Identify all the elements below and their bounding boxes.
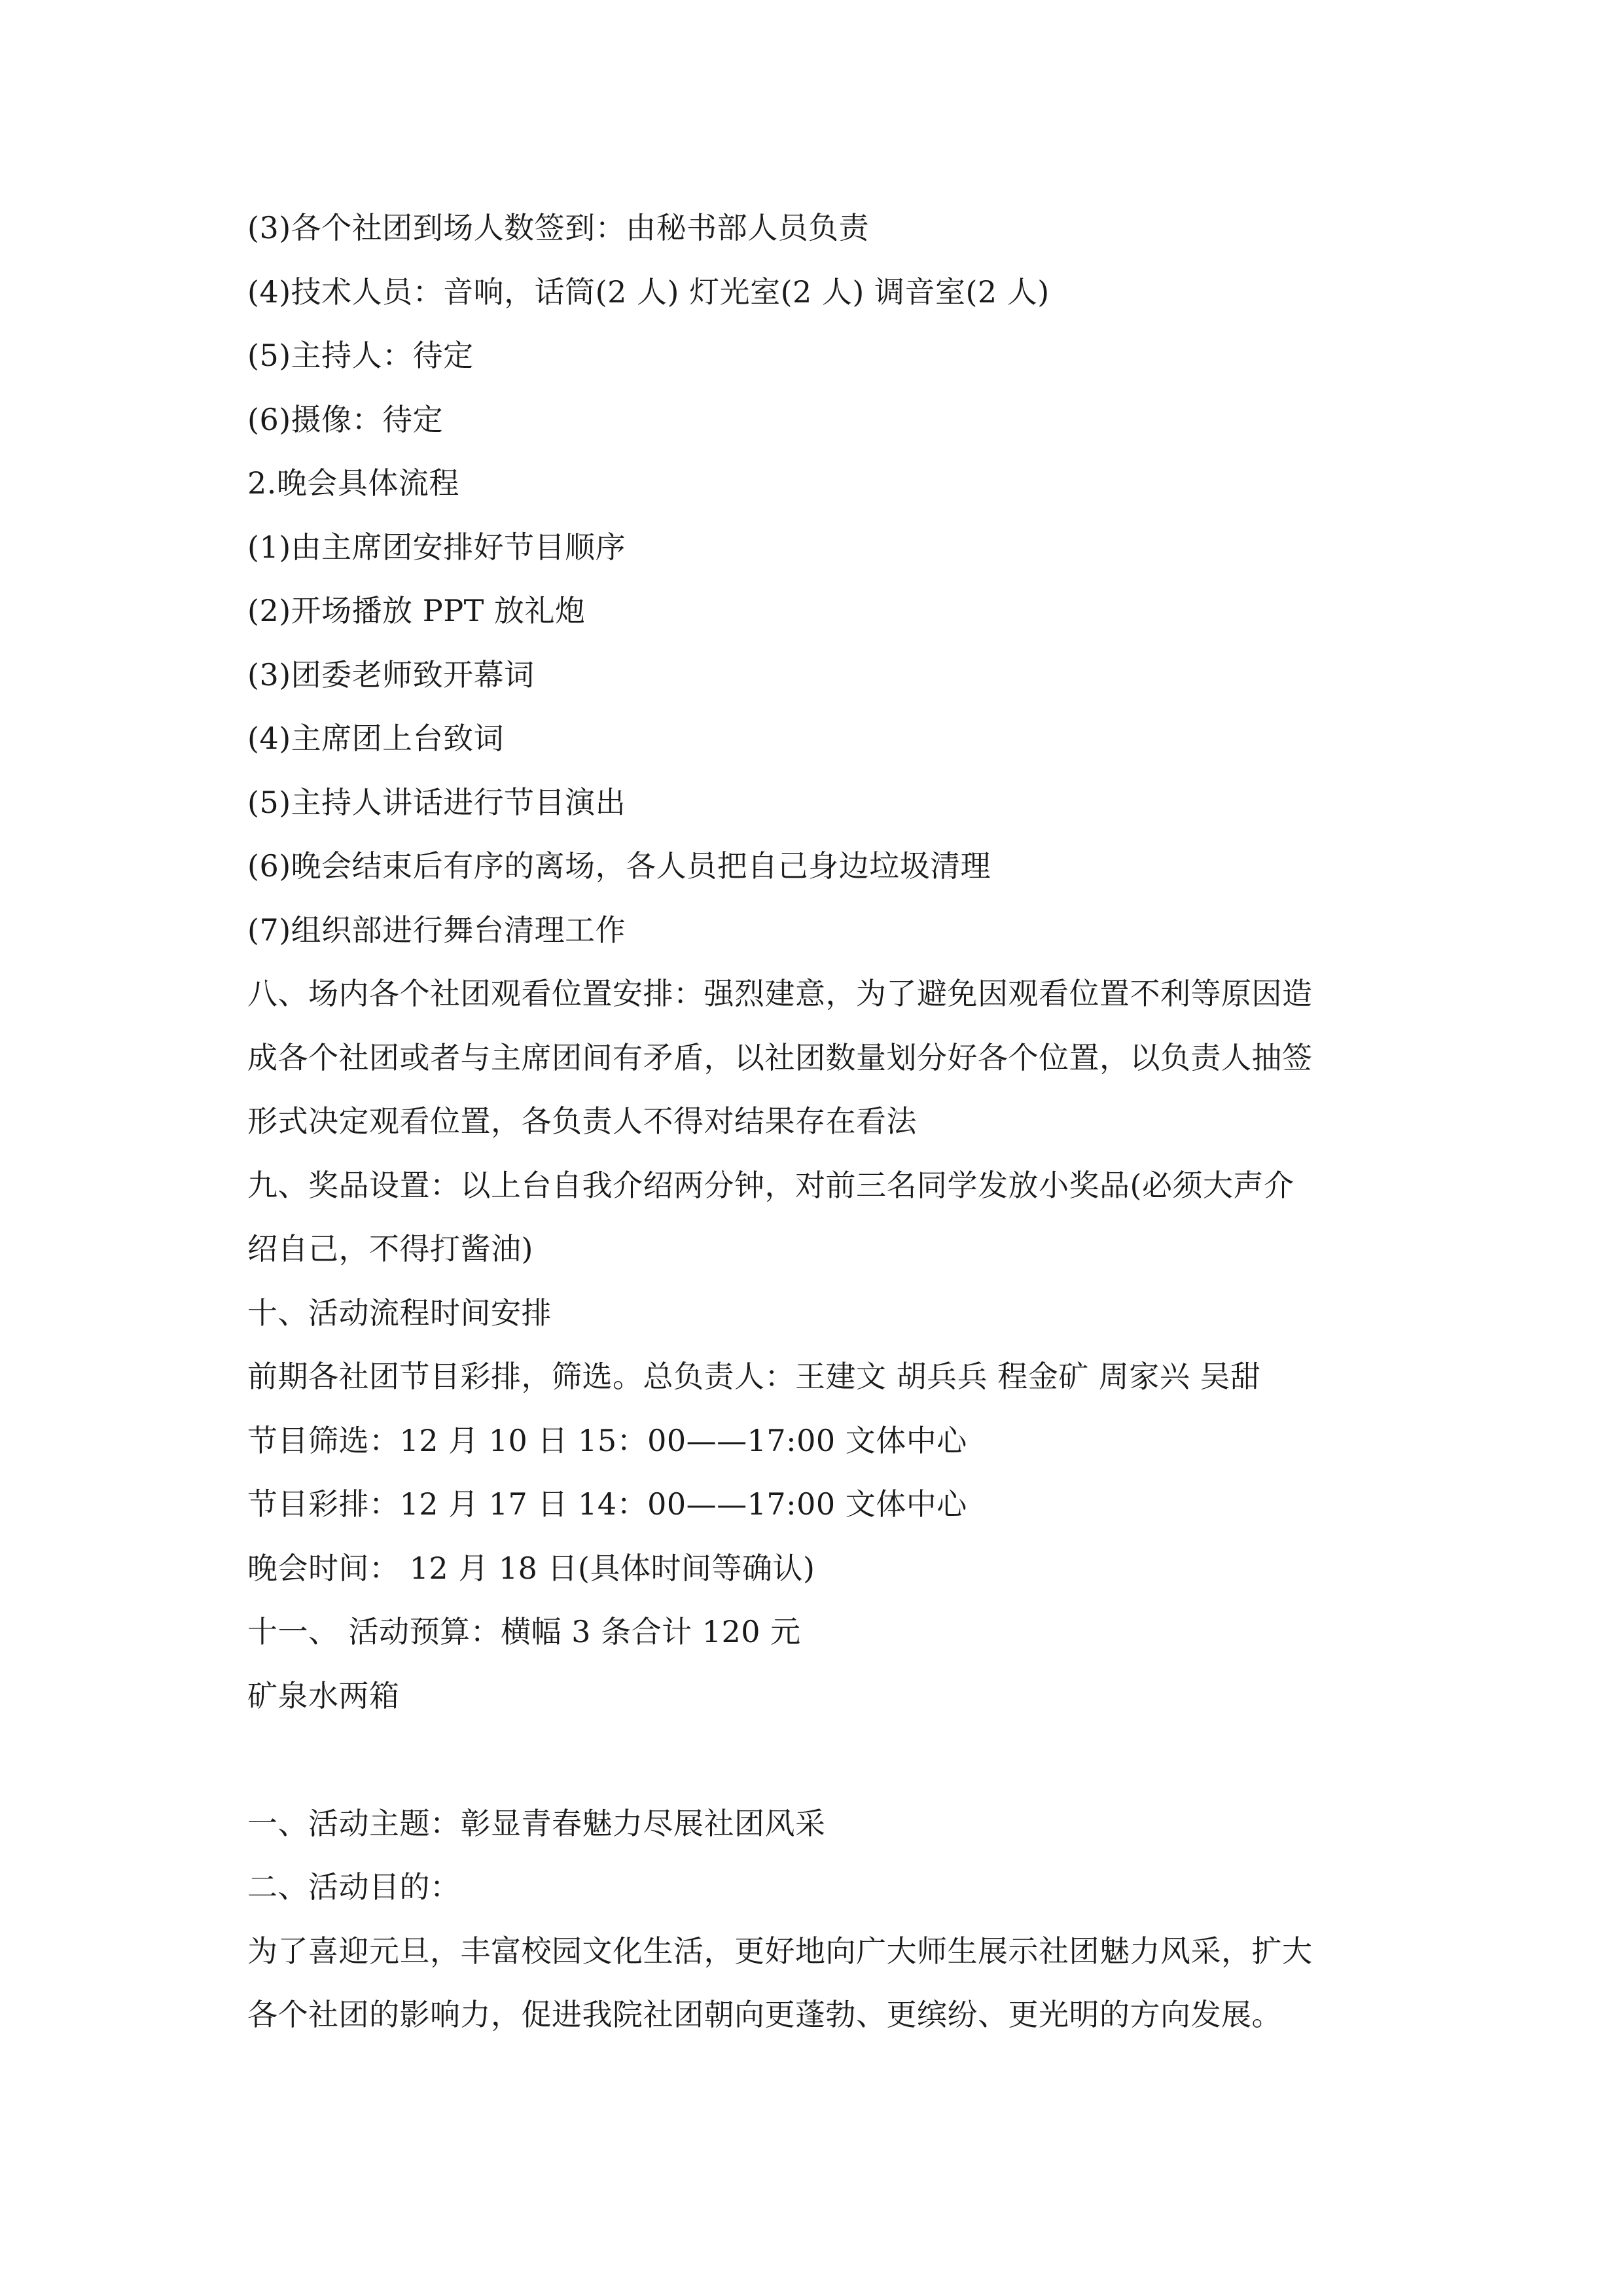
section-heading: 二、活动目的：: [247, 1869, 461, 1905]
text-line: (5)主持人讲话进行节目演出: [247, 784, 626, 820]
text-line: (2)开场播放 PPT 放礼炮: [247, 593, 586, 628]
text-line: 成各个社团或者与主席团间有矛盾，以社团数量划分好各个位置，以负责人抽签: [247, 1039, 1313, 1075]
section-heading: 八、场内各个社团观看位置安排：强烈建意，为了避免因观看位置不利等原因造: [247, 976, 1313, 1011]
text-line: (6)晚会结束后有序的离场，各人员把自己身边垃圾清理: [247, 848, 991, 884]
text-line: (3)团委老师致开幕词: [247, 656, 535, 692]
schedule-line: 节目彩排：12 月 17 日 14：00——17:00 文体中心: [247, 1486, 967, 1522]
section-heading: 十、活动流程时间安排: [247, 1295, 552, 1331]
text-line: (1)由主席团安排好节目顺序: [247, 529, 626, 565]
paragraph-gap: [247, 1728, 1399, 1792]
text-line: 前期各社团节目彩排，筛选。总负责人：王建文 胡兵兵 程金矿 周家兴 吴甜: [247, 1359, 1261, 1394]
text-line: 形式决定观看位置，各负责人不得对结果存在看法: [247, 1103, 917, 1139]
section-heading: 一、活动主题：彰显青春魅力尽展社团风采: [247, 1805, 826, 1841]
text-line: 绍自己，不得打酱油): [247, 1231, 533, 1266]
text-line: 为了喜迎元旦，丰富校园文化生活，更好地向广大师生展示社团魅力风采，扩大: [247, 1933, 1313, 1969]
section-heading: 2.晚会具体流程: [247, 465, 459, 501]
text-line: (3)各个社团到场人数签到：由秘书部人员负责: [247, 210, 870, 245]
text-line: 各个社团的影响力，促进我院社团朝向更蓬勃、更缤纷、更光明的方向发展。: [247, 1997, 1282, 2032]
text-line: (6)摄像：待定: [247, 401, 444, 437]
section-heading: 十一、 活动预算：横幅 3 条合计 120 元: [247, 1614, 801, 1649]
text-line: 矿泉水两箱: [247, 1677, 400, 1713]
schedule-line: 节目筛选：12 月 10 日 15：00——17:00 文体中心: [247, 1422, 967, 1458]
text-line: (7)组织部进行舞台清理工作: [247, 912, 626, 948]
section-heading: 九、奖品设置：以上台自我介绍两分钟，对前三名同学发放小奖品(必须大声介: [247, 1167, 1294, 1203]
text-line: (5)主持人：待定: [247, 338, 474, 373]
document-body: [247, 196, 1399, 2047]
schedule-line: 晚会时间： 12 月 18 日(具体时间等确认): [247, 1550, 815, 1586]
text-line: (4)主席团上台致词: [247, 721, 505, 756]
text-line: (4)技术人员：音响，话筒(2 人) 灯光室(2 人) 调音室(2 人): [247, 274, 1050, 310]
